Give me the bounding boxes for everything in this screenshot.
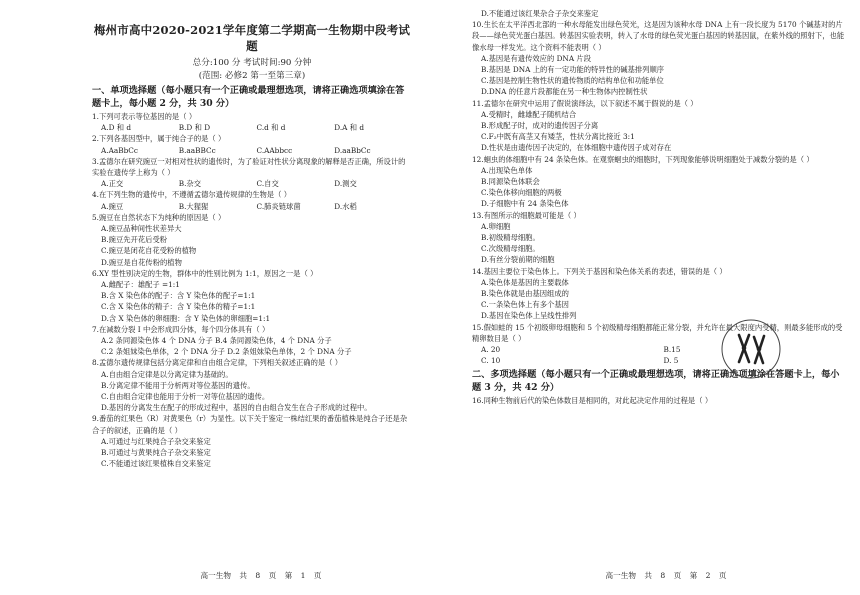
- option: A.自由组合定律是以分离定律为基础的。: [101, 369, 233, 379]
- option: C.肺炎链球菌: [256, 201, 301, 211]
- question-stem: 2.下列各基因型中，属于纯合子的是（ ）: [92, 134, 226, 144]
- option: A.卵细胞: [481, 221, 511, 231]
- chromosome-pair-right: [754, 336, 764, 363]
- question-13: [472, 210, 846, 266]
- option: D.子细胞中有 24 条染色体: [481, 199, 569, 209]
- question-stem: 14.基因主要位于染色体上。下列关于基因和染色体关系的表述，错误的是（ ）: [472, 266, 727, 276]
- option: A.受精时，雌雄配子随机结合: [481, 109, 577, 119]
- option: A.染色体是基因的主要载体: [481, 277, 569, 287]
- cell-membrane: [722, 320, 780, 378]
- option: D.DNA 的任意片段都能在另一种生物体内控制性状: [481, 87, 648, 97]
- option: C.染色体移向细胞的两极: [481, 188, 562, 198]
- cell-chromosome-figure: [720, 318, 782, 380]
- question-4: [92, 189, 412, 211]
- option: B.杂交: [178, 179, 202, 189]
- option: D.不能通过该红果杂合子杂交来鉴定: [481, 9, 599, 18]
- question-9: [92, 413, 412, 469]
- option: A.雌配子：雄配子 =1:1: [101, 280, 180, 290]
- question-3: [92, 156, 412, 190]
- question-10: [472, 19, 846, 97]
- question-15: [472, 322, 846, 367]
- option: B.可通过与黄果纯合子杂交来鉴定: [101, 448, 211, 458]
- question-6: [92, 268, 412, 324]
- option: C.次级精母细胞。: [481, 244, 540, 254]
- option: B.豌豆先开花后受粉: [101, 235, 168, 245]
- page-footer: 高一生物 共 8 页 第 2 页: [605, 571, 727, 580]
- question-2: [92, 133, 412, 155]
- option: C.d 和 d: [256, 123, 286, 133]
- option: C.F₂中既有高茎又有矮茎，性状分离比接近 3:1: [481, 132, 635, 142]
- option: C.一条染色体上有多个基因: [481, 300, 569, 310]
- question-9-continued: [472, 8, 846, 19]
- option: B.同源染色体联会: [481, 177, 540, 187]
- exam-title: 梅州市高中2020-2021学年度第二学期高一生物期中段考试题: [93, 23, 411, 53]
- option: C.2 条姐妹染色单体，2 个 DNA 分子 D.2 条姐妹染色单体，2 个 DNA 分子: [101, 347, 352, 357]
- option: D.基因的分离发生在配子的形成过程中，基因的自由组合发生在合子形成的过程中。: [101, 403, 372, 413]
- question-stem: 10.生长在太平洋西北部的一种水母能发出绿色荧光，这是因为该种水母 DNA 上有一段长度为 5170 个碱基对的片段——绿色荧光蛋白基因。转基因实验表明，转入了水母的绿色荧光蛋白基因的转基因鼠，在紫外线的照射下，也能像水母一样发光。这个资料不能表明（ ）: [472, 20, 845, 52]
- option: C. 10: [481, 356, 501, 366]
- question-14: [472, 266, 846, 322]
- option: C.自由组合定律也能用于分析一对等位基因的遗传。: [101, 392, 270, 402]
- option: D.豌豆是自花传粉的植物: [101, 257, 182, 267]
- option: C.自交: [256, 179, 279, 189]
- option: D.性状是由遗传因子决定的，在体细胞中遗传因子成对存在: [481, 143, 672, 153]
- question-stem: 15.假如蛙的 15 个初级卵母细胞和 5 个初级精母细胞都能正常分裂，并允许在最大限度内受精，则最多能形成的受精卵数目是（ ）: [472, 322, 843, 343]
- option: A.出现染色单体: [481, 165, 533, 175]
- section-heading-single-choice: 一、单项选择题（每小题只有一个正确或最理想选项，请将正确选项填涂在答题卡上，每小题 2 分，共 30 分）: [92, 85, 405, 109]
- option: C.基因是控制生物性状的遗传物质的结构单位和功能单位: [481, 76, 664, 86]
- option: A.AaBbCc: [101, 145, 138, 155]
- exam-meta-score-time: 总分:100 分 考试时间:90 分钟: [192, 58, 312, 68]
- option: C.含 X 染色体的精子：含 Y 染色体的精子=1:1: [101, 302, 256, 312]
- option: C.豌豆是闭花自花受粉的植物: [101, 246, 197, 256]
- question-16: [472, 395, 846, 406]
- section-heading-multiple-choice: 二、多项选择题（每小题只有一个正确或最理想选项，请将正确选项填涂在答题卡上，每小题 3 分，共 42 分）: [472, 368, 840, 393]
- option: A.正交: [101, 179, 124, 189]
- question-stem: 5.豌豆在自然状态下为纯种的原因是（ ）: [92, 212, 226, 222]
- question-5: [92, 212, 412, 268]
- option: A.2 条同源染色体 4 个 DNA 分子 B.4 条同源染色体，4 个 DNA 分子: [101, 336, 332, 346]
- page-footer: 高一生物 共 8 页 第 1 页: [200, 571, 322, 580]
- option: A.可通过与红果纯合子杂交来鉴定: [101, 436, 211, 446]
- option: C.不能通过该红果植株自交来鉴定: [101, 459, 211, 469]
- option: A.豌豆品种间性状差异大: [101, 224, 182, 234]
- question-stem: 12.蛔虫的体细胞中有 24 条染色体。在观察蛔虫的细胞时，下列现象能够说明细胞处于减数分裂的是（ ）: [472, 154, 814, 164]
- option: D.基因在染色体上呈线性排列: [481, 311, 577, 321]
- question-stem: 3.孟德尔在研究豌豆一对相对性状的遗传时，为了验证对性状分离现象的解释是否正确，所设计的实验在遗传学上称为（ ）: [92, 156, 406, 178]
- question-12: [472, 154, 846, 210]
- option: B.初级精母细胞。: [481, 233, 540, 243]
- chromosome-pair-left: [739, 335, 749, 362]
- option: B.形成配子时，成对的遗传因子分离: [481, 121, 599, 131]
- option: D.含 X 染色体的卵细胞：含 Y 染色体的卵细胞=1:1: [101, 313, 271, 323]
- question-1: [92, 111, 412, 133]
- question-stem: 16.同种生物前后代的染色体数目是相同的，对此起决定作用的过程是（ ）: [472, 395, 713, 405]
- option: D.测交: [334, 179, 357, 189]
- option: C.AAbbcc: [256, 145, 293, 155]
- question-7: [92, 324, 412, 358]
- option: D.有丝分裂前期的细胞: [481, 255, 555, 265]
- question-stem: 9.番茄的红果色（R）对黄果色（r）为显性。以下关于鉴定一株结红果的番茄植株是纯合子还是杂合子的叙述，正确的是（ ）: [92, 414, 408, 435]
- option: D.水稻: [334, 201, 357, 211]
- option: A.豌豆: [101, 201, 124, 211]
- option: A.D 和 d: [101, 123, 132, 133]
- option: B.分离定律不能用于分析两对等位基因的遗传。: [101, 380, 255, 390]
- exam-meta-scope: (范围: 必修2 第一至第三章): [198, 71, 306, 81]
- option: B.大猩猩: [178, 201, 209, 211]
- option: A.基因是有遗传效应的 DNA 片段: [481, 53, 591, 63]
- question-stem: 11.孟德尔在研究中运用了假说演绎法，以下叙述不属于假说的是（ ）: [472, 98, 698, 108]
- question-stem: 13.有图所示的细胞最可能是（ ）: [472, 210, 581, 220]
- option: B.15: [663, 345, 681, 355]
- option: B.aaBBCc: [178, 145, 216, 155]
- option: D. 5: [663, 356, 679, 366]
- option: B.D 和 D: [178, 123, 211, 133]
- option: D.aaBbCc: [334, 145, 371, 155]
- exam-page-2: [430, 0, 860, 595]
- question-stem: 8.孟德尔遗传规律包括分离定律和自由组合定律，下列相关叙述正确的是（ ）: [92, 358, 343, 368]
- option: B.染色体就是由基因组成的: [481, 289, 569, 299]
- question-stem: 1.下列可表示等位基因的是（ ）: [92, 112, 197, 121]
- question-stem: 4.在下列生物的遗传中，不遵循孟德尔遗传规律的生物是（ ）: [92, 190, 291, 200]
- option: A. 20: [481, 345, 501, 355]
- option: D.A 和 d: [334, 123, 365, 133]
- option: B.基因是 DNA 上的有一定功能的特异性的碱基排列顺序: [481, 65, 665, 75]
- question-stem: 6.XY 型性别决定的生物，群体中的性别比例为 1:1，原因之一是（ ）: [92, 268, 318, 278]
- question-8: [92, 357, 412, 413]
- question-stem: 7.在减数分裂 I 中会形成四分体，每个四分体具有（ ）: [92, 324, 270, 334]
- option: B.含 X 染色体的配子：含 Y 染色体的配子=1:1: [101, 291, 256, 301]
- question-11: [472, 98, 846, 154]
